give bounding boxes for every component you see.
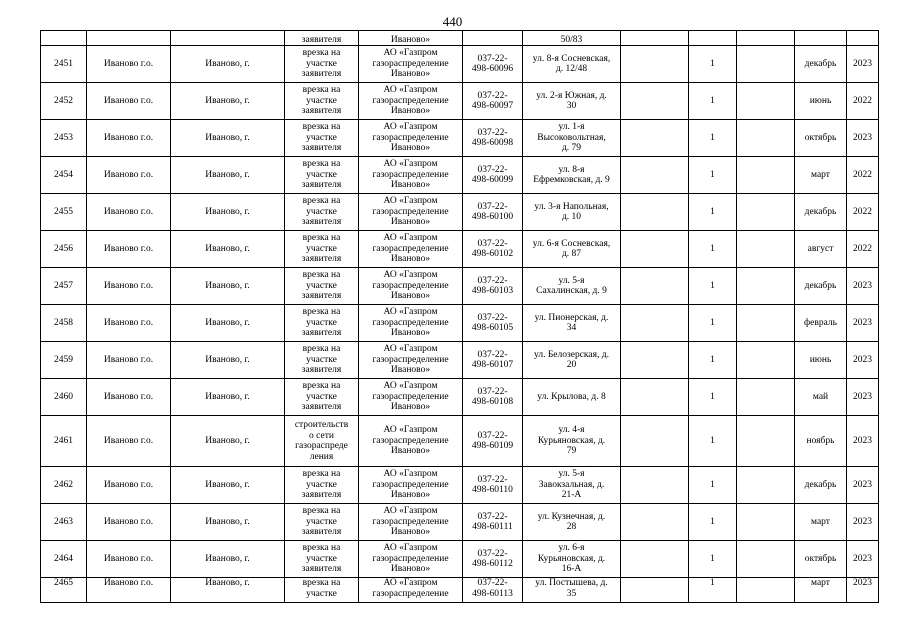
cell-organization: АО «Газпром газораспределение Иваново» <box>359 157 463 194</box>
table-row <box>41 342 879 379</box>
cell-number <box>41 31 87 46</box>
cell-organization: АО «Газпром газораспределение Иваново» <box>359 379 463 416</box>
cell-municipality: Иваново г.о. <box>87 194 171 231</box>
cell-settlement: Иваново, г. <box>171 231 285 268</box>
cell-settlement: Иваново, г. <box>171 120 285 157</box>
cell-municipality: Иваново г.о. <box>87 416 171 467</box>
cell-settlement: Иваново, г. <box>171 157 285 194</box>
cell-number: 2451 <box>41 46 87 83</box>
table-row <box>41 578 879 603</box>
cell-year: 2022 <box>847 194 879 231</box>
cell-blank <box>621 268 689 305</box>
cell-number: 2457 <box>41 268 87 305</box>
cell-work-type: врезка на участке заявителя <box>285 46 359 83</box>
cell-number: 2462 <box>41 467 87 504</box>
cell-address: ул. Кузнечная, д. 28 <box>523 504 621 541</box>
cell-quantity: 1 <box>689 578 737 603</box>
cell-municipality: Иваново г.о. <box>87 578 171 603</box>
cell-code: 037-22- 498-60110 <box>463 467 523 504</box>
cell-blank <box>621 31 689 46</box>
cell-month: декабрь <box>795 268 847 305</box>
cell-work-type: врезка на участке <box>285 578 359 603</box>
gas-connection-table <box>40 30 879 603</box>
cell-blank <box>737 578 795 603</box>
cell-address: ул. 5-я Сахалинская, д. 9 <box>523 268 621 305</box>
cell-municipality: Иваново г.о. <box>87 504 171 541</box>
cell-month: ноябрь <box>795 416 847 467</box>
cell-number: 2459 <box>41 342 87 379</box>
cell-year: 2023 <box>847 504 879 541</box>
cell-blank <box>737 83 795 120</box>
cell-code: 037-22- 498-60100 <box>463 194 523 231</box>
cell-code <box>463 31 523 46</box>
cell-year: 2023 <box>847 305 879 342</box>
cell-year: 2022 <box>847 231 879 268</box>
cell-blank <box>737 379 795 416</box>
cell-month: март <box>795 157 847 194</box>
cell-organization: АО «Газпром газораспределение Иваново» <box>359 305 463 342</box>
cell-organization: АО «Газпром газораспределение Иваново» <box>359 46 463 83</box>
cell-work-type: врезка на участке заявителя <box>285 305 359 342</box>
cell-work-type: врезка на участке заявителя <box>285 467 359 504</box>
cell-blank <box>621 416 689 467</box>
cell-organization: АО «Газпром газораспределение Иваново» <box>359 342 463 379</box>
cell-work-type: врезка на участке заявителя <box>285 541 359 578</box>
cell-blank <box>621 231 689 268</box>
cell-quantity: 1 <box>689 46 737 83</box>
cell-blank <box>621 305 689 342</box>
cell-municipality: Иваново г.о. <box>87 305 171 342</box>
cell-organization: АО «Газпром газораспределение Иваново» <box>359 416 463 467</box>
cell-work-type: врезка на участке заявителя <box>285 231 359 268</box>
cell-year: 2023 <box>847 416 879 467</box>
cell-blank <box>737 31 795 46</box>
cell-code: 037-22- 498-60108 <box>463 379 523 416</box>
cell-municipality: Иваново г.о. <box>87 83 171 120</box>
table-row <box>41 83 879 120</box>
cell-municipality: Иваново г.о. <box>87 467 171 504</box>
cell-quantity <box>689 31 737 46</box>
cell-work-type: врезка на участке заявителя <box>285 157 359 194</box>
cell-blank <box>737 504 795 541</box>
cell-month: июнь <box>795 83 847 120</box>
cell-quantity: 1 <box>689 541 737 578</box>
cell-settlement: Иваново, г. <box>171 268 285 305</box>
cell-address: ул. 6-я Курьяновская, д. 16-А <box>523 541 621 578</box>
cell-month: май <box>795 379 847 416</box>
cell-blank <box>621 578 689 603</box>
cell-address: ул. 2-я Южная, д. 30 <box>523 83 621 120</box>
cell-year: 2023 <box>847 467 879 504</box>
cell-blank <box>621 541 689 578</box>
cell-quantity: 1 <box>689 231 737 268</box>
cell-quantity: 1 <box>689 305 737 342</box>
cell-month <box>795 31 847 46</box>
cell-address: ул. Пионерская, д. 34 <box>523 305 621 342</box>
cell-year <box>847 31 879 46</box>
cell-month: декабрь <box>795 46 847 83</box>
cell-blank <box>737 467 795 504</box>
cell-month: декабрь <box>795 194 847 231</box>
cell-settlement <box>171 31 285 46</box>
table-row <box>41 231 879 268</box>
cell-blank <box>621 342 689 379</box>
cell-settlement: Иваново, г. <box>171 467 285 504</box>
cell-municipality: Иваново г.о. <box>87 541 171 578</box>
cell-code: 037-22- 498-60099 <box>463 157 523 194</box>
cell-address: ул. Постышева, д. 35 <box>523 578 621 603</box>
cell-work-type: врезка на участке заявителя <box>285 83 359 120</box>
cell-quantity: 1 <box>689 157 737 194</box>
table-row <box>41 268 879 305</box>
cell-work-type: заявителя <box>285 31 359 46</box>
cell-address: ул. 3-я Напольная, д. 10 <box>523 194 621 231</box>
cell-code: 037-22- 498-60103 <box>463 268 523 305</box>
cell-organization: АО «Газпром газораспределение Иваново» <box>359 120 463 157</box>
cell-month: февраль <box>795 305 847 342</box>
cell-year: 2023 <box>847 120 879 157</box>
cell-address: ул. Крылова, д. 8 <box>523 379 621 416</box>
cell-work-type: врезка на участке заявителя <box>285 379 359 416</box>
cell-number: 2454 <box>41 157 87 194</box>
cell-code: 037-22- 498-60097 <box>463 83 523 120</box>
cell-municipality: Иваново г.о. <box>87 157 171 194</box>
cell-organization: АО «Газпром газораспределение <box>359 578 463 603</box>
cell-year: 2022 <box>847 83 879 120</box>
cell-municipality: Иваново г.о. <box>87 342 171 379</box>
cell-blank <box>737 416 795 467</box>
table-row <box>41 504 879 541</box>
cell-address: ул. Белозерская, д. 20 <box>523 342 621 379</box>
cell-month: октябрь <box>795 541 847 578</box>
cell-settlement: Иваново, г. <box>171 379 285 416</box>
cell-address: ул. 6-я Сосневская, д. 87 <box>523 231 621 268</box>
table-row <box>41 305 879 342</box>
cell-blank <box>737 541 795 578</box>
cell-month: март <box>795 578 847 603</box>
cell-work-type: врезка на участке заявителя <box>285 120 359 157</box>
cell-organization: АО «Газпром газораспределение Иваново» <box>359 268 463 305</box>
cell-year: 2023 <box>847 342 879 379</box>
cell-quantity: 1 <box>689 467 737 504</box>
cell-number: 2458 <box>41 305 87 342</box>
cell-code: 037-22- 498-60111 <box>463 504 523 541</box>
cell-number: 2461 <box>41 416 87 467</box>
cell-quantity: 1 <box>689 342 737 379</box>
cell-number: 2456 <box>41 231 87 268</box>
cell-number: 2463 <box>41 504 87 541</box>
cell-work-type: врезка на участке заявителя <box>285 194 359 231</box>
cell-organization: АО «Газпром газораспределение Иваново» <box>359 541 463 578</box>
page-number: 440 <box>442 14 463 29</box>
cell-quantity: 1 <box>689 83 737 120</box>
cell-blank <box>737 194 795 231</box>
cell-organization: Иваново» <box>359 31 463 46</box>
cell-quantity: 1 <box>689 194 737 231</box>
cell-quantity: 1 <box>689 120 737 157</box>
cell-quantity: 1 <box>689 416 737 467</box>
cell-settlement: Иваново, г. <box>171 194 285 231</box>
cell-settlement: Иваново, г. <box>171 416 285 467</box>
cell-organization: АО «Газпром газораспределение Иваново» <box>359 504 463 541</box>
cell-number: 2453 <box>41 120 87 157</box>
table-row-continued <box>41 31 879 46</box>
cell-code: 037-22- 498-60109 <box>463 416 523 467</box>
table-row <box>41 416 879 467</box>
cell-number: 2455 <box>41 194 87 231</box>
cell-code: 037-22- 498-60096 <box>463 46 523 83</box>
cell-work-type: врезка на участке заявителя <box>285 268 359 305</box>
cell-blank <box>737 157 795 194</box>
cell-blank <box>737 305 795 342</box>
cell-code: 037-22- 498-60112 <box>463 541 523 578</box>
cell-number: 2465 <box>41 578 87 603</box>
cell-work-type: врезка на участке заявителя <box>285 342 359 379</box>
cell-municipality: Иваново г.о. <box>87 120 171 157</box>
cell-month: июнь <box>795 342 847 379</box>
cell-blank <box>737 231 795 268</box>
cell-municipality: Иваново г.о. <box>87 231 171 268</box>
cell-blank <box>621 379 689 416</box>
cell-month: декабрь <box>795 467 847 504</box>
cell-code: 037-22- 498-60102 <box>463 231 523 268</box>
table-row <box>41 467 879 504</box>
cell-year: 2023 <box>847 46 879 83</box>
cell-year: 2023 <box>847 541 879 578</box>
table-row <box>41 541 879 578</box>
cell-blank <box>621 120 689 157</box>
cell-work-type: строительств о сети газораспреде ления <box>285 416 359 467</box>
cell-municipality: Иваново г.о. <box>87 379 171 416</box>
cell-blank <box>621 83 689 120</box>
cell-organization: АО «Газпром газораспределение Иваново» <box>359 83 463 120</box>
cell-settlement: Иваново, г. <box>171 342 285 379</box>
cell-quantity: 1 <box>689 268 737 305</box>
cell-settlement: Иваново, г. <box>171 46 285 83</box>
cell-settlement: Иваново, г. <box>171 504 285 541</box>
cell-blank <box>737 120 795 157</box>
cell-quantity: 1 <box>689 379 737 416</box>
cell-settlement: Иваново, г. <box>171 305 285 342</box>
cell-address: 50/83 <box>523 31 621 46</box>
table-row <box>41 120 879 157</box>
cell-blank <box>621 504 689 541</box>
cell-municipality: Иваново г.о. <box>87 46 171 83</box>
cell-year: 2023 <box>847 379 879 416</box>
cell-settlement: Иваново, г. <box>171 578 285 603</box>
cell-month: август <box>795 231 847 268</box>
cell-settlement: Иваново, г. <box>171 541 285 578</box>
cell-blank <box>737 268 795 305</box>
cell-organization: АО «Газпром газораспределение Иваново» <box>359 231 463 268</box>
cell-code: 037-22- 498-60107 <box>463 342 523 379</box>
cell-month: март <box>795 504 847 541</box>
cell-month: октябрь <box>795 120 847 157</box>
cell-year: 2022 <box>847 157 879 194</box>
table-row <box>41 46 879 83</box>
cell-organization: АО «Газпром газораспределение Иваново» <box>359 194 463 231</box>
cell-quantity: 1 <box>689 504 737 541</box>
cell-blank <box>621 157 689 194</box>
cell-blank <box>737 342 795 379</box>
cell-number: 2460 <box>41 379 87 416</box>
cell-blank <box>621 46 689 83</box>
cell-address: ул. 4-я Курьяновская, д. 79 <box>523 416 621 467</box>
cell-address: ул. 8-я Ефремковская, д. 9 <box>523 157 621 194</box>
cell-blank <box>737 46 795 83</box>
table-row <box>41 379 879 416</box>
table-row <box>41 194 879 231</box>
cell-blank <box>621 194 689 231</box>
cell-work-type: врезка на участке заявителя <box>285 504 359 541</box>
cell-code: 037-22- 498-60098 <box>463 120 523 157</box>
cell-organization: АО «Газпром газораспределение Иваново» <box>359 467 463 504</box>
cell-code: 037-22- 498-60113 <box>463 578 523 603</box>
cell-code: 037-22- 498-60105 <box>463 305 523 342</box>
table-row <box>41 157 879 194</box>
cell-number: 2452 <box>41 83 87 120</box>
cell-municipality: Иваново г.о. <box>87 268 171 305</box>
cell-address: ул. 5-я Завокзальная, д. 21-А <box>523 467 621 504</box>
cell-address: ул. 8-я Сосневская, д. 12/48 <box>523 46 621 83</box>
cell-number: 2464 <box>41 541 87 578</box>
cell-municipality <box>87 31 171 46</box>
cell-year: 2023 <box>847 268 879 305</box>
cell-blank <box>621 467 689 504</box>
cell-year: 2023 <box>847 578 879 603</box>
cell-address: ул. 1-я Высоковольтная, д. 79 <box>523 120 621 157</box>
cell-settlement: Иваново, г. <box>171 83 285 120</box>
